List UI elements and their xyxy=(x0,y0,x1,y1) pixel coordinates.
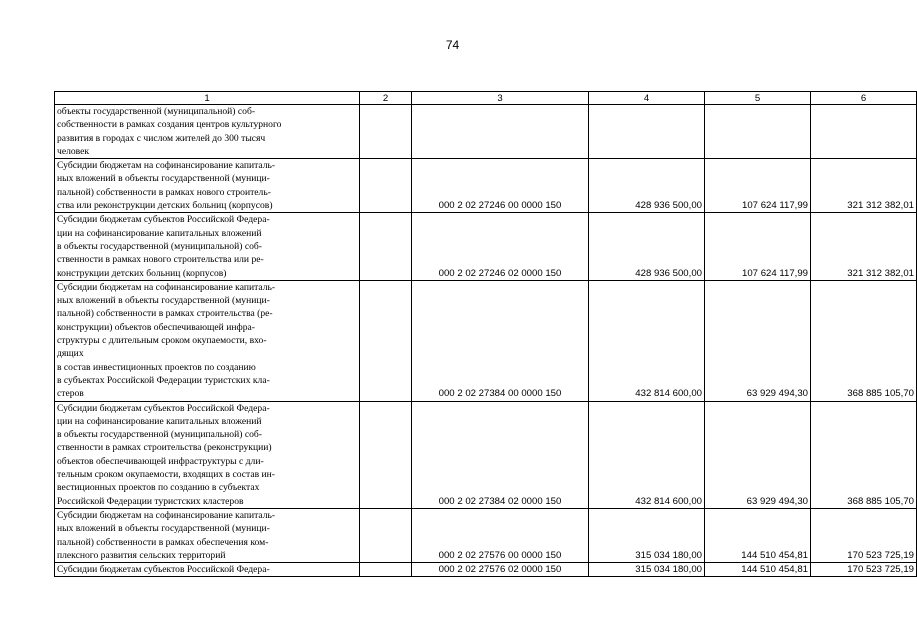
description-line: Субсидии бюджетам на софинансирование капиталь- xyxy=(57,160,276,172)
description-line: человек xyxy=(57,145,90,157)
description-line: объектов обеспечивающей инфраструктуры с дли- xyxy=(57,455,264,467)
remaining-amount-cell: 170 523 725,19 xyxy=(811,563,917,577)
description-line: Российской Федерации туристских кластеров xyxy=(57,495,244,507)
approved-amount-cell: 315 034 180,00 xyxy=(589,508,705,562)
description-line: тельным сроком окупаемости, входящих в состав ин- xyxy=(57,469,275,481)
column-2-cell xyxy=(360,105,412,159)
description-line: конструкции детских больниц (корпусов) xyxy=(57,267,227,279)
executed-amount-cell: 107 624 117,99 xyxy=(705,213,811,280)
column-header-1: 1 xyxy=(55,92,360,105)
row-description xyxy=(55,213,360,280)
column-header-3: 3 xyxy=(412,92,589,105)
table-row xyxy=(55,401,917,508)
executed-amount-cell: 63 929 494,30 xyxy=(705,280,811,401)
executed-amount-cell: 107 624 117,99 xyxy=(705,159,811,213)
description-line: структуры с длительным сроком окупаемости, вхо- xyxy=(57,335,267,347)
row-description xyxy=(55,508,360,562)
budget-table xyxy=(54,91,917,577)
column-header-2: 2 xyxy=(360,92,412,105)
description-line: пальной) собственности в рамках обеспечения ком- xyxy=(57,536,269,548)
header-row xyxy=(55,92,917,105)
description-line: в объекты государственной (муниципальной) соб- xyxy=(57,240,262,252)
row-description xyxy=(55,159,360,213)
executed-amount-cell: 63 929 494,30 xyxy=(705,401,811,508)
table-row xyxy=(55,280,917,401)
description-line: дящих xyxy=(57,348,84,360)
approved-amount-cell xyxy=(589,105,705,159)
executed-amount-cell: 144 510 454,81 xyxy=(705,563,811,577)
column-2-cell xyxy=(360,280,412,401)
description-line: в состав инвестиционных проектов по созданию xyxy=(57,361,256,373)
executed-amount-cell xyxy=(705,105,811,159)
remaining-amount-cell: 321 312 382,01 xyxy=(811,213,917,280)
budget-code-cell: 000 2 02 27576 00 0000 150 xyxy=(412,508,589,562)
description-line: стеров xyxy=(57,388,84,400)
approved-amount-cell: 428 936 500,00 xyxy=(589,213,705,280)
description-line: Субсидии бюджетам субъектов Российской Федера- xyxy=(57,564,270,576)
description-line: вестиционных проектов по созданию в субъектах xyxy=(57,482,260,494)
budget-code-cell: 000 2 02 27384 00 0000 150 xyxy=(412,280,589,401)
column-2-cell xyxy=(360,563,412,577)
table-row xyxy=(55,213,917,280)
executed-amount-cell: 144 510 454,81 xyxy=(705,508,811,562)
approved-amount-cell: 315 034 180,00 xyxy=(589,563,705,577)
budget-code-cell: 000 2 02 27246 02 0000 150 xyxy=(412,213,589,280)
column-header-4: 4 xyxy=(589,92,705,105)
description-line: в субъектах Российской Федерации туристских кла- xyxy=(57,374,270,386)
description-line: в объекты государственной (муниципальной) соб- xyxy=(57,429,262,441)
page-number: 74 xyxy=(445,38,460,52)
column-2-cell xyxy=(360,508,412,562)
description-line: ственности в рамках нового строительства или ре- xyxy=(57,254,264,266)
description-line: ных вложений в объекты государственной (муници- xyxy=(57,295,270,307)
approved-amount-cell: 428 936 500,00 xyxy=(589,159,705,213)
table-row xyxy=(55,508,917,562)
column-header-5: 5 xyxy=(705,92,811,105)
budget-code-cell: 000 2 02 27384 02 0000 150 xyxy=(412,401,589,508)
description-line: Субсидии бюджетам субъектов Российской Федера- xyxy=(57,214,270,226)
table-row xyxy=(55,159,917,213)
description-line: ных вложений в объекты государственной (муници- xyxy=(57,173,270,185)
remaining-amount-cell: 170 523 725,19 xyxy=(811,508,917,562)
description-line: Субсидии бюджетам на софинансирование капиталь- xyxy=(57,509,276,521)
description-line: собственности в рамках создания центров культурного xyxy=(57,119,282,131)
description-line: конструкции) объектов обеспечивающей инфра- xyxy=(57,321,255,333)
description-line: плексного развития сельских территорий xyxy=(57,549,226,561)
description-line: ции на софинансирование капитальных вложений xyxy=(57,415,262,427)
row-description xyxy=(55,563,360,577)
description-line: ства или реконструкции детских больниц (корпусов) xyxy=(57,200,273,212)
row-description xyxy=(55,280,360,401)
description-line: пальной) собственности в рамках нового строитель- xyxy=(57,186,271,198)
column-2-cell xyxy=(360,401,412,508)
description-line: Субсидии бюджетам на софинансирование капиталь- xyxy=(57,281,276,293)
description-line: ных вложений в объекты государственной (муници- xyxy=(57,523,270,535)
table-row xyxy=(55,563,917,577)
remaining-amount-cell: 368 885 105,70 xyxy=(811,280,917,401)
budget-code-cell: 000 2 02 27246 00 0000 150 xyxy=(412,159,589,213)
column-2-cell xyxy=(360,159,412,213)
remaining-amount-cell: 321 312 382,01 xyxy=(811,159,917,213)
remaining-amount-cell: 368 885 105,70 xyxy=(811,401,917,508)
description-line: пальной) собственности в рамках строительства (ре- xyxy=(57,308,273,320)
description-line: ции на софинансирование капитальных вложений xyxy=(57,227,262,239)
row-description xyxy=(55,105,360,159)
remaining-amount-cell xyxy=(811,105,917,159)
approved-amount-cell: 432 814 600,00 xyxy=(589,280,705,401)
column-2-cell xyxy=(360,213,412,280)
row-description xyxy=(55,401,360,508)
description-line: объекты государственной (муниципальной) соб- xyxy=(57,106,256,117)
description-line: ственности в рамках строительства (реконструкции) xyxy=(57,442,272,454)
approved-amount-cell: 432 814 600,00 xyxy=(589,401,705,508)
column-header-6: 6 xyxy=(811,92,917,105)
budget-code-cell: 000 2 02 27576 02 0000 150 xyxy=(412,563,589,577)
description-line: Субсидии бюджетам субъектов Российской Федера- xyxy=(57,402,270,414)
table-row xyxy=(55,105,917,159)
description-line: развития в городах с числом жителей до 300 тысяч xyxy=(57,132,266,144)
budget-code-cell xyxy=(412,105,589,159)
